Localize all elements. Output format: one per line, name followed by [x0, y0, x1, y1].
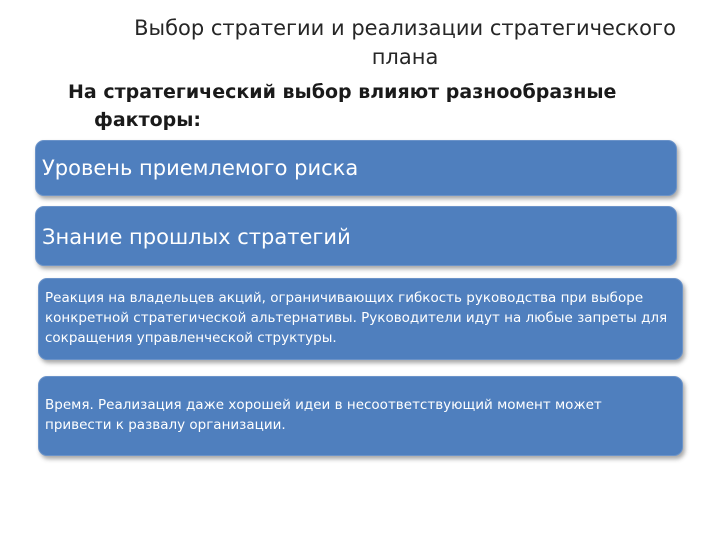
factor-text: Знание прошлых стратегий: [42, 225, 351, 249]
slide-title: [100, 14, 710, 72]
slide-subtitle-line-1: На стратегический выбор влияют разнообразные: [68, 81, 617, 103]
factor-text: Реакция на владельцев акций, ограничивающих гибкость руководства при выборе конкретной стратегической альтернативы. Руководители идут на любые запреты для сокращения управленческой структуры.: [45, 290, 668, 346]
factor-box-risk: [35, 140, 677, 196]
factor-text: Время. Реализация даже хорошей идеи в несоответствующий момент может привести к развалу организации.: [45, 397, 602, 433]
slide-title-line-2: плана: [371, 45, 439, 69]
factor-box-shareholders: [38, 278, 683, 360]
slide-subtitle-line-2: факторы:: [94, 109, 202, 131]
factor-text: Уровень приемлемого риска: [42, 156, 359, 180]
factor-box-past-strategies: [35, 206, 677, 266]
factor-box-time: [38, 376, 683, 456]
slide-title-line-1: Выбор стратегии и реализации стратегического: [134, 16, 676, 40]
slide-subtitle: [68, 78, 708, 134]
